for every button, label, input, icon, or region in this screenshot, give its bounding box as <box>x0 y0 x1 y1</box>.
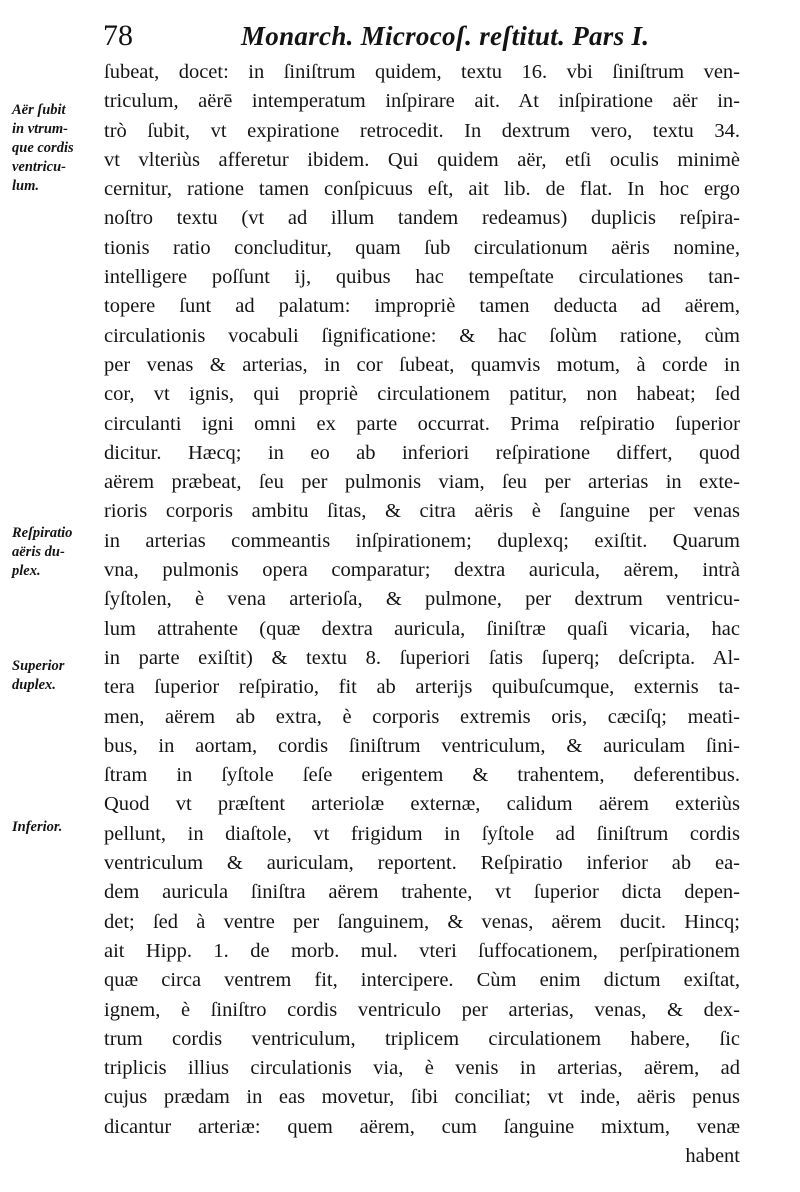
margin-note-line: plex. <box>12 563 41 579</box>
text-line: topere ſunt ad palatum: impropriè tamen deducta ad aërem, <box>104 295 740 318</box>
text-line: pellunt, in diaſtole, vt frigidum in ſyſtole ad ſiniſtrum cordis <box>104 822 740 845</box>
text-line: quæ circa ventrem fit, intercipere. Cùm enim dictum exiſtat, <box>104 969 740 992</box>
text-line: ventriculum & auriculam, reportent. Reſpiratio inferior ab ea- <box>104 852 740 875</box>
text-line: ſyſtolen, è vena arterioſa, & pulmone, per dextrum ventricu- <box>104 588 740 611</box>
page-number: 78 <box>103 19 133 52</box>
margin-note-line: in vtrum- <box>12 121 68 137</box>
text-line: dicitur. Hæcq; in eo ab inferiori reſpiratione differt, quod <box>104 441 740 464</box>
page-header <box>95 14 745 58</box>
text-line: in arterias commeantis inſpirationem; duplexq; exiſtit. Quarum <box>104 529 740 552</box>
margin-note-inferior <box>12 818 102 837</box>
text-line: Quod vt præſtent arteriolæ externæ, calidum aërem exteriùs <box>104 793 740 816</box>
text-line: bus, in aortam, cordis ſiniſtrum ventriculum, & auriculam ſini- <box>104 734 740 757</box>
text-line: ait Hipp. 1. de morb. mul. vteri ſuffocationem, perſpirationem <box>104 939 740 962</box>
text-line: triplicis illius circulationis via, è venis in arterias, aërem, ad <box>104 1057 740 1080</box>
text-line: trum cordis ventriculum, triplicem circulationem habere, ſic <box>104 1027 740 1050</box>
margin-note-superior <box>12 657 102 695</box>
margin-note-air-enters <box>12 101 102 196</box>
margin-note-line: lum. <box>12 178 39 194</box>
text-line: aërem præbeat, ſeu per pulmonis viam, ſeu per arterias in exte- <box>104 471 740 494</box>
text-line: in parte exiſtit) & textu 8. ſuperiori ſatis ſuperq; deſcripta. Al- <box>104 646 740 669</box>
text-line: triculum, aërē intemperatum inſpirare ait. At inſpiratione aër in- <box>104 90 740 113</box>
text-line: rioris corporis ambitu ſitas, & citra aëris è ſanguine per venas <box>104 500 740 523</box>
running-title: Monarch. Microcoſ. reſtitut. Pars I. <box>241 21 650 51</box>
text-line: per venas & arterias, in cor ſubeat, quamvis motum, à corde in <box>104 353 740 376</box>
text-line: tionis ratio concluditur, quam ſub circulationum aëris nomine, <box>104 236 740 259</box>
body-text <box>104 58 740 1171</box>
text-line: cujus prædam in eas movetur, ſibi conciliat; vt inde, aëris penus <box>104 1086 740 1109</box>
text-line: noſtro textu (vt ad illum tandem redeamus) duplicis reſpira- <box>104 207 740 230</box>
text-line: circulationis vocabuli ſignificatione: & hac ſolùm ratione, cùm <box>104 324 740 347</box>
margin-note-line: Reſpiratio <box>12 525 73 541</box>
text-line: men, aërem ab extra, è corporis extremis oris, cæciſq; meati- <box>104 705 740 728</box>
text-line: tera ſuperior reſpiratio, fit ab arterijs quibuſcumque, externis ta- <box>104 676 740 699</box>
text-line: lum attrahente (quæ dextra auricula, ſiniſtræ quaſi vicaria, hac <box>104 617 740 640</box>
text-line: ſubeat, docet: in ſiniſtrum quidem, textu 16. vbi ſiniſtrum ven- <box>104 61 740 83</box>
text-line: trò ſubit, vt expiratione retrocedit. In dextrum vero, textu 34. <box>104 119 740 142</box>
text-line: cor, vt ignis, qui propriè circulationem patitur, non habeat; ſed <box>104 383 740 406</box>
text-line: dem auricula ſiniſtra aërem trahente, vt ſuperior dicta depen- <box>104 881 740 904</box>
text-line: vt vlteriùs afferetur ibidem. Qui quidem aër, etſi oculis minimè <box>104 148 740 171</box>
margin-note-line: Aër ſubit <box>12 102 66 118</box>
margin-note-line: que cordis <box>12 140 74 156</box>
margin-note-double-respiration <box>12 524 102 581</box>
text-line: intelligere poſſunt ij, quibus hac tempeſtate circulationes tan- <box>104 266 740 289</box>
text-line: cernitur, ratione tamen conſpicuus eſt, ait lib. de flat. In hoc ergo <box>104 178 740 201</box>
text-line: ignem, è ſiniſtro cordis ventriculo per arterias, venas, & dex- <box>104 998 740 1021</box>
text-line: ſtram in ſyſtole ſeſe erigentem & trahentem, deferentibus. <box>104 764 740 787</box>
text-line: dicantur arteriæ: quem aërem, cum ſanguine mixtum, venæ <box>104 1115 740 1138</box>
catchword: habent <box>685 1144 740 1167</box>
text-line: vna, pulmonis opera comparatur; dextra auricula, aërem, intrà <box>104 559 740 582</box>
margin-note-line: ventricu- <box>12 159 66 175</box>
margin-note-line: duplex. <box>12 677 56 693</box>
text-line: det; ſed à ventre per ſanguinem, & venas, aërem ducit. Hincq; <box>104 910 740 933</box>
margin-note-line: Superior <box>12 658 65 674</box>
text-line: circulanti igni omni ex parte occurrat. Prima reſpiratio ſuperior <box>104 412 740 435</box>
margin-note-line: Inferior. <box>12 819 63 835</box>
margin-note-line: aëris du- <box>12 544 65 560</box>
